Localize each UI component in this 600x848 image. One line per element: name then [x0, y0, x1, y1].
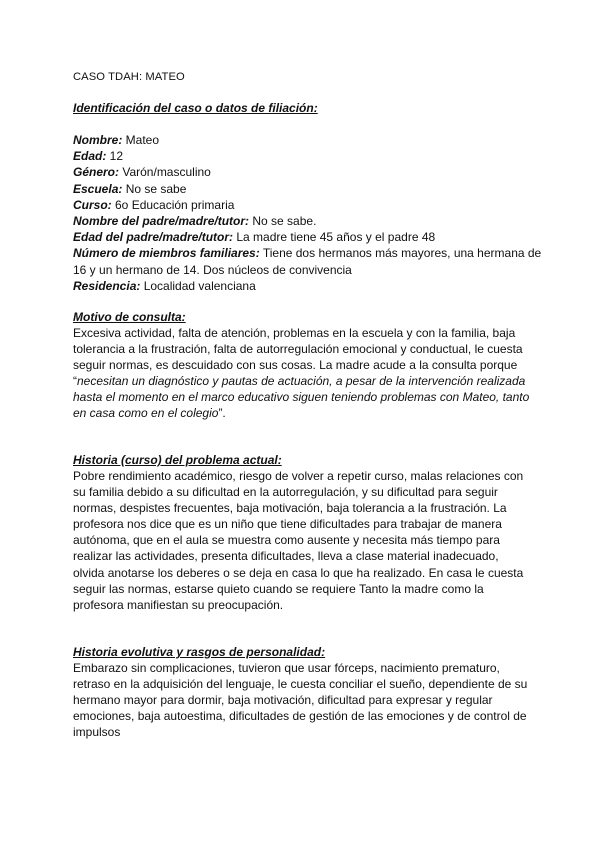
identification-heading: Identificación del caso o datos de filiación: [73, 101, 318, 115]
document-title: CASO TDAH: MATEO [73, 71, 185, 83]
field-label: Nombre del padre/madre/tutor: [73, 214, 250, 229]
field-label: Género: [73, 165, 120, 180]
historia-evolutiva-heading: Historia evolutiva y rasgos de personalidad: [73, 645, 326, 659]
field-value: Localidad valenciana [140, 278, 256, 293]
historia-evolutiva-text: Embarazo sin complicaciones, tuvieron que usar fórceps, nacimiento prematuro, retraso en la adquisición del lenguaje, le cuesta conciliar el sueño, dependiente de su hermano mayor para dormir, baja motivación, dificultad para expresar y regular emociones, baja autoestima, dificultades de gestión de las emociones y de control de impulsos [73, 661, 528, 740]
motivo-end: ”. [218, 406, 226, 421]
identification-section [73, 100, 533, 116]
field-value: Tiene dos hermanos más mayores, una hermana de 16 y un hermano de 14. Dos núcleos de convivencia [73, 246, 542, 277]
field-label: Residencia: [73, 278, 141, 293]
motivo-section [73, 309, 533, 422]
field-value: La madre tiene 45 años y el padre 48 [233, 230, 436, 245]
field-value: No se sabe. [249, 214, 317, 229]
field-residencia [73, 278, 543, 294]
field-label: Nombre: [73, 133, 123, 147]
motivo-body: Excesiva actividad, falta de atención, problemas en la escuela y con la familia, baja tolerancia a la frustración, falta de autorregulación emocional y conductual, le cuesta seguir normas, es descuidado con sus cosas. La madre acude a la consulta porque “ [73, 326, 523, 389]
identification-fields [73, 132, 543, 294]
historia-problema-text: Pobre rendimiento académico, riesgo de volver a repetir curso, malas relaciones con su familia debido a su dificultad en la autorregulación, y su dificultad para seguir normas, despistes frecuentes, baja motivación, baja tolerancia a la frustración. La profesora nos dice que es un niño que tiene dificultades para trabajar de manera autónoma, que en el aula se muestra como ausente y necesita más tiempo para realizar las actividades, presenta dificultades, lleva a clase material inadecuado, olvida anotarse los deberes o se deja en casa lo que ha realizado. En casa le cuesta seguir las normas, estarse quieto cuando se requiere Tanto la madre como la profesora manifiestan su preocupación. [73, 469, 524, 612]
field-genero [73, 164, 543, 180]
field-label: Número de miembros familiares: [73, 246, 260, 261]
historia-problema-section [73, 452, 533, 613]
historia-evolutiva-section [73, 644, 533, 740]
historia-problema-heading: Historia (curso) del problema actual: [73, 453, 282, 467]
field-curso [73, 197, 543, 213]
field-nombre [73, 132, 543, 148]
field-value: 6o Educación primaria [111, 197, 235, 212]
field-value: No se sabe [122, 181, 187, 196]
motivo-quote: necesitan un diagnóstico y pautas de actuación, a pesar de la intervención realizada hasta el momento en el marco educativo siguen teniendo problemas con Mateo, tanto en casa como en el colegio [73, 374, 530, 421]
field-value: Varón/masculino [119, 165, 211, 180]
field-escuela [73, 181, 543, 197]
field-label: Edad: [73, 149, 107, 164]
field-value: Mateo [122, 133, 160, 147]
motivo-text [73, 325, 533, 422]
field-edad [73, 148, 543, 164]
field-value: 12 [106, 149, 124, 164]
field-nombre-tutor [73, 213, 543, 229]
field-edad-tutor [73, 229, 543, 245]
field-label: Escuela: [73, 181, 123, 196]
field-label: Edad del padre/madre/tutor: [73, 230, 234, 245]
motivo-heading: Motivo de consulta: [73, 310, 186, 324]
field-miembros [73, 245, 543, 277]
field-label: Curso: [73, 197, 112, 212]
